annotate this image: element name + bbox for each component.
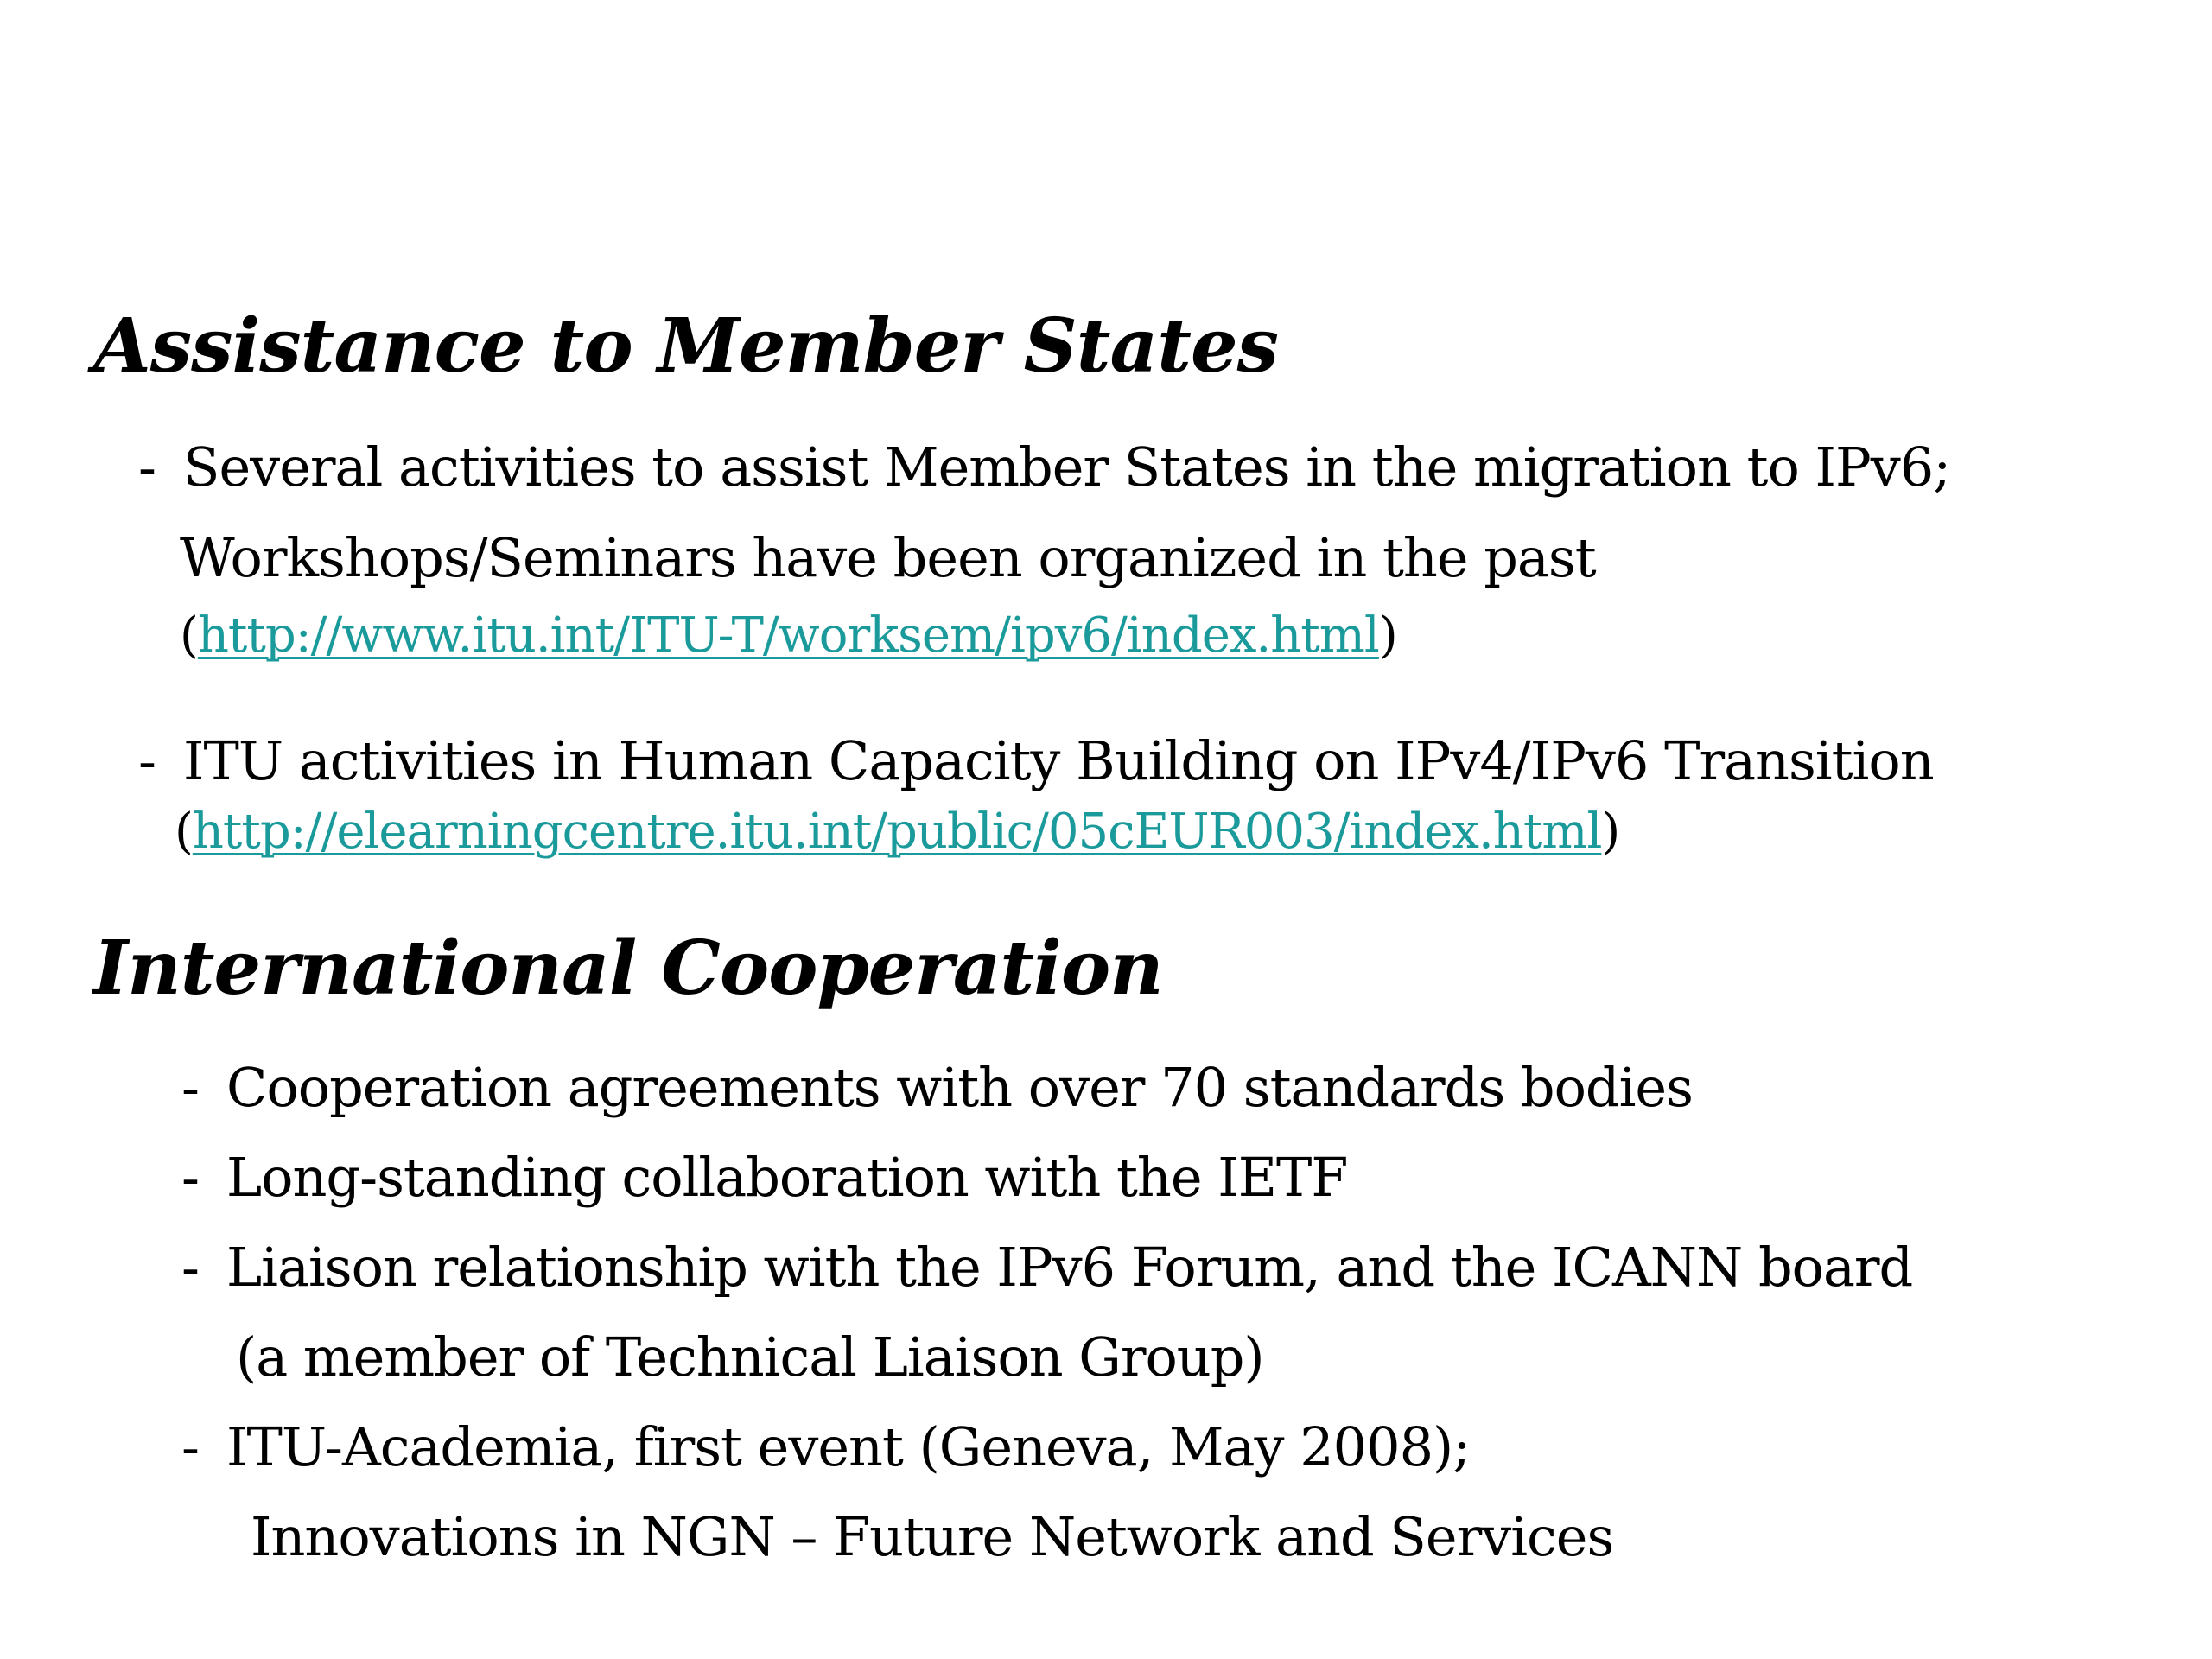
bullet-item-ietf bbox=[181, 1146, 1348, 1209]
bullet-text: ITU-Academia, first event (Geneva, May 2008); bbox=[226, 1415, 1471, 1478]
bullet-text: ITU activities in Human Capacity Building on IPv4/IPv6 Transition bbox=[183, 729, 1934, 792]
section-heading-cooperation: International Cooperation bbox=[93, 925, 1163, 1012]
bullet-dash: - bbox=[181, 1146, 199, 1209]
bullet-text: Cooperation agreements with over 70 standards bodies bbox=[226, 1056, 1693, 1119]
bullet-continuation-ngn: Innovations in NGN – Future Network and Services bbox=[251, 1505, 1614, 1568]
bullet-text: Liaison relationship with the IPv6 Forum, and the ICANN board bbox=[226, 1236, 1913, 1299]
bullet-item-academia bbox=[181, 1415, 1471, 1478]
link-line-elearning bbox=[175, 804, 1620, 860]
close-paren: ) bbox=[1378, 607, 1397, 664]
link-itu-worksem-ipv6[interactable]: http://www.itu.int/ITU-T/worksem/ipv6/index.html bbox=[197, 607, 1379, 664]
bullet-continuation-workshops: Workshops/Seminars have been organized in the past bbox=[180, 526, 1596, 589]
bullet-dash: - bbox=[181, 1236, 199, 1299]
bullet-item-liaison bbox=[181, 1236, 1913, 1299]
open-paren: ( bbox=[180, 607, 198, 664]
bullet-item-agreements bbox=[181, 1056, 1693, 1119]
link-line-worksem bbox=[180, 607, 1397, 664]
close-paren: ) bbox=[1601, 804, 1620, 860]
bullet-item-migration bbox=[138, 435, 1951, 499]
open-paren: ( bbox=[175, 804, 193, 860]
bullet-text: Several activities to assist Member States in the migration to IPv6; bbox=[183, 435, 1951, 499]
bullet-item-capacity-building bbox=[138, 729, 1934, 792]
link-elearning-centre[interactable]: http://elearningcentre.itu.int/public/05cEUR003/index.html bbox=[192, 804, 1602, 860]
bullet-dash: - bbox=[181, 1415, 199, 1478]
bullet-text: Long-standing collaboration with the IETF bbox=[226, 1146, 1348, 1209]
bullet-continuation-tlg: (a member of Technical Liaison Group) bbox=[236, 1325, 1264, 1389]
bullet-dash: - bbox=[181, 1056, 199, 1119]
section-heading-assistance: Assistance to Member States bbox=[93, 302, 1279, 390]
bullet-dash: - bbox=[138, 435, 156, 499]
bullet-dash: - bbox=[138, 729, 156, 792]
